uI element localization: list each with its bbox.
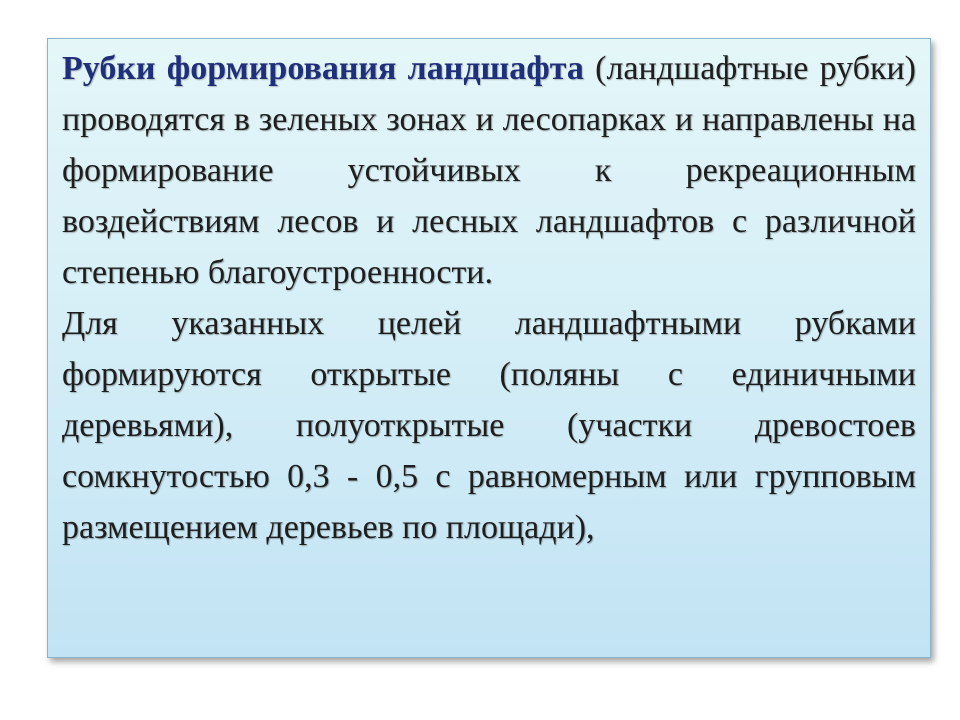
paragraph-1-body: (ландшафтные рубки) проводятся в зеленых зонах и лесопарках и направлены на формирование устойчивых к рекреационным воздействиям лесов и лесных ландшафтов с различной степенью благоустроенности.: [62, 50, 917, 291]
content-text-box: [47, 38, 931, 658]
paragraph-cutting-goals: [62, 298, 916, 553]
paragraph-lead-term: Рубки формирования ландшафта: [62, 50, 584, 87]
paragraph-2-body: Для указанных целей ландшафтными рубками формируются открытые (поляны с единичными деревьями), полуоткрытые (участки древостоев сомкнутостью 0,3 - 0,5 с равномерным или групповым размещением деревьев по площади),: [62, 305, 916, 546]
paragraph-landscape-cuttings: [62, 43, 916, 298]
